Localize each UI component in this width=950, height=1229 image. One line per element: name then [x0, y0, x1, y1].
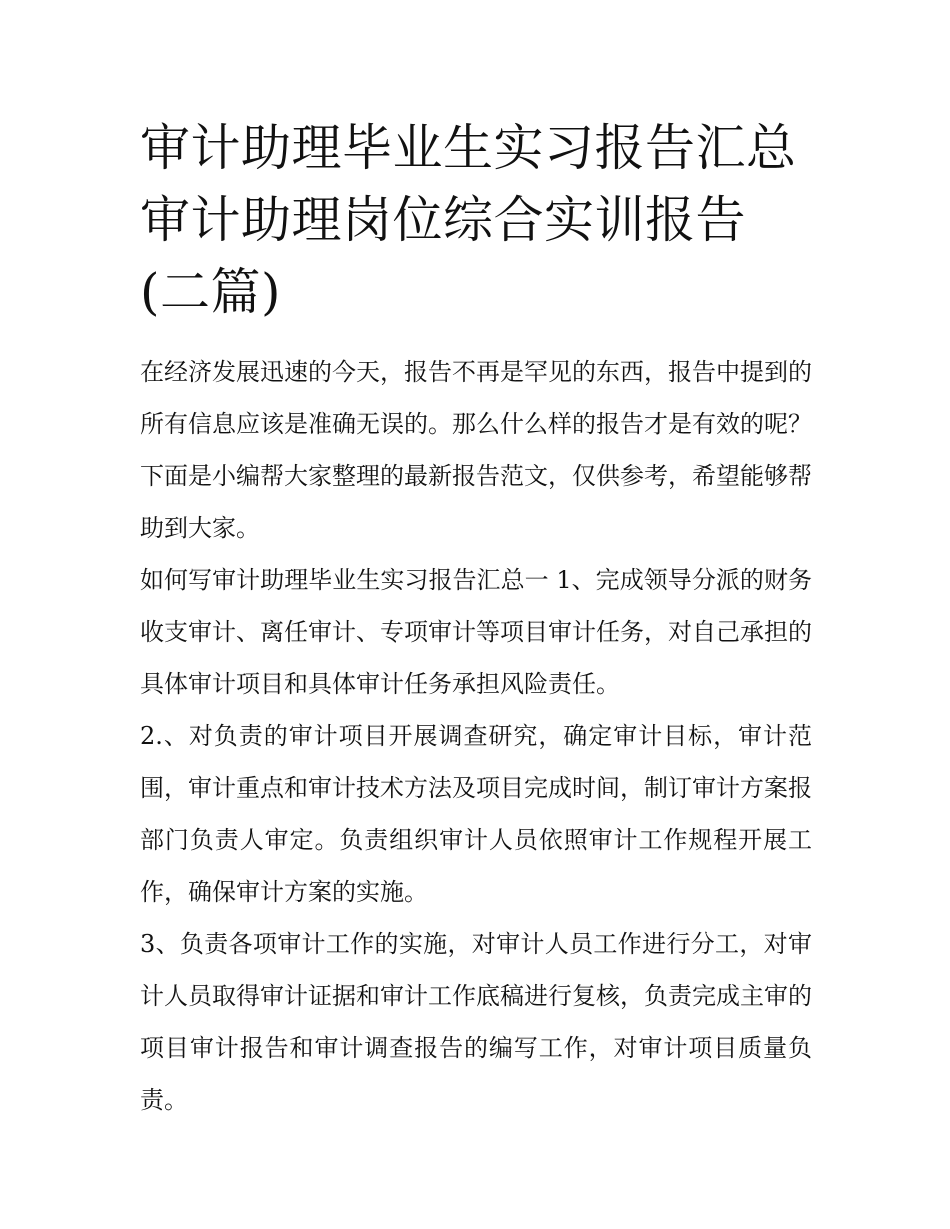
document-content: [140, 112, 812, 1126]
document-title: 审计助理毕业生实习报告汇总审计助理岗位综合实训报告(二篇): [140, 119, 797, 321]
duty-paragraph-2: 2.、对负责的审计项目开展调查研究，确定审计目标，审计范围，审计重点和审计技术方法及项目完成时间，制订审计方案报部门负责人审定。负责组织审计人员依照审计工作规程开展工作，确保审计方案的实施。: [140, 722, 812, 906]
duty-paragraph-1: 如何写审计助理毕业生实习报告汇总一 1、完成领导分派的财务收支审计、离任审计、专项审计等项目审计任务，对自己承担的具体审计项目和具体审计任务承担风险责任。: [140, 566, 812, 698]
intro-paragraph: 在经济发展迅速的今天，报告不再是罕见的东西，报告中提到的所有信息应该是准确无误的。那么什么样的报告才是有效的呢？下面是小编帮大家整理的最新报告范文，仅供参考，希望能够帮助到大家。: [140, 358, 812, 542]
duty-paragraph-3: 3、负责各项审计工作的实施，对审计人员工作进行分工，对审计人员取得审计证据和审计工作底稿进行复核，负责完成主审的项目审计报告和审计调查报告的编写工作，对审计项目质量负责。: [140, 930, 812, 1114]
